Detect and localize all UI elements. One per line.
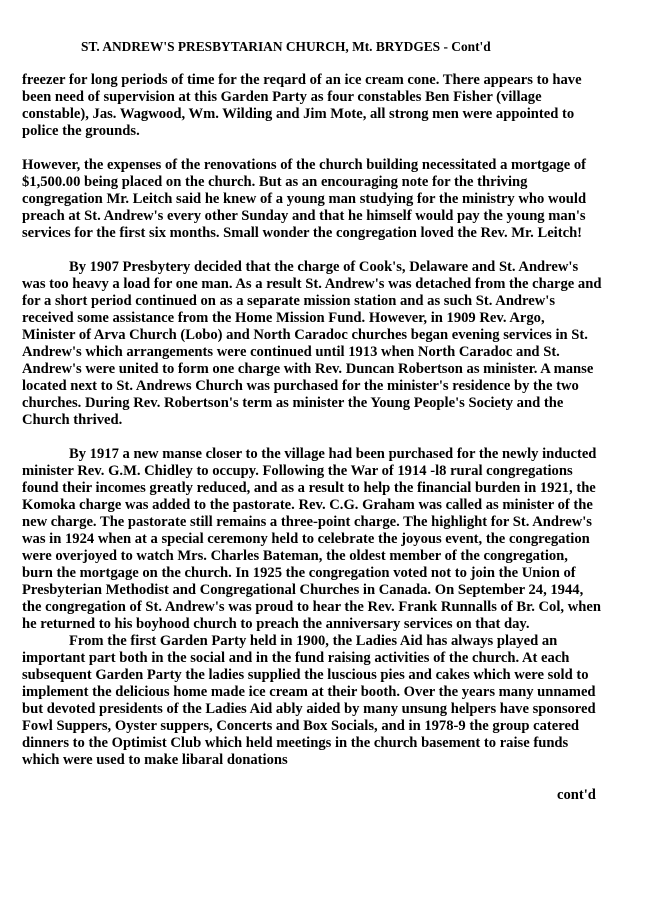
text-line: congregation Mr. Leitch said he knew of a young man studying for the ministry who would — [22, 191, 587, 207]
text-line: which were used to make libaral donations — [22, 752, 288, 768]
text-line: By 1917 a new manse closer to the village had been purchased for the newly inducted — [69, 446, 597, 462]
text-line: implement the delicious home made ice cream at their booth. Over the years many unnamed — [22, 684, 596, 700]
text-line: were overjoyed to watch Mrs. Charles Bateman, the oldest member of the congregation, — [22, 548, 568, 564]
text-line: police the grounds. — [22, 123, 140, 139]
paragraph — [22, 446, 638, 633]
text-line: found their incomes greatly reduced, and as a result to help the financial burden in 1921, the — [22, 480, 596, 496]
text-line: churches. During Rev. Robertson's term as minister the Young People's Society and the — [22, 395, 564, 411]
paragraph — [22, 157, 638, 242]
document-body — [22, 72, 638, 769]
text-line: minister Rev. G.M. Chidley to occupy. Following the War of 1914 -l8 rural congregations — [22, 463, 573, 479]
text-line: Andrew's which arrangements were continued until 1913 when North Caradoc and St. — [22, 344, 560, 360]
text-line: Fowl Suppers, Oyster suppers, Concerts and Box Socials, and in 1978-9 the group catered — [22, 718, 580, 734]
text-line: important part both in the social and in the fund raising activities of the church. At each — [22, 650, 570, 666]
text-line: was too heavy a load for one man. As a result St. Andrew's was detached from the charge and — [22, 276, 602, 292]
paragraph — [22, 259, 638, 429]
text-line: been need of supervision at this Garden Party as four constables Ben Fisher (village — [22, 89, 542, 105]
paragraph — [22, 633, 638, 769]
continued-label: cont'd — [557, 787, 596, 803]
text-line: subsequent Garden Party the ladies supplied the luscious pies and cakes which were sold to — [22, 667, 589, 683]
text-line: By 1907 Presbytery decided that the charge of Cook's, Delaware and St. Andrew's — [69, 259, 579, 275]
text-line: Church thrived. — [22, 412, 123, 428]
text-line: Komoka charge was added to the pastorate. Rev. C.G. Graham was called as minister of the — [22, 497, 593, 513]
text-line: the congregation of St. Andrew's was proud to hear the Rev. Frank Runnalls of Br. Col, when — [22, 599, 601, 615]
text-line: Andrew's were united to form one charge with Rev. Duncan Robertson as minister. A manse — [22, 361, 594, 377]
text-line: Presbyterian Methodist and Congregational Churches in Canada. On September 24, 1944, — [22, 582, 584, 598]
text-line: Minister of Arva Church (Lobo) and North Caradoc churches began evening services in St. — [22, 327, 588, 343]
text-line: $1,500.00 being placed on the church. But as an encouraging note for the thriving — [22, 174, 528, 190]
text-line: for a short period continued on as a separate mission station and as such St. Andrew's — [22, 293, 556, 309]
paragraph-spacer — [22, 429, 638, 446]
text-line: but devoted presidents of the Ladies Aid ably aided by many unsung helpers have sponsored — [22, 701, 596, 717]
text-line: However, the expenses of the renovations of the church building necessitated a mortgage of — [22, 157, 586, 173]
text-line: preach at St. Andrew's every other Sunday and that he himself would pay the young man's — [22, 208, 586, 224]
text-line: located next to St. Andrews Church was purchased for the minister's residence by the two — [22, 378, 579, 394]
text-line: new charge. The pastorate still remains a three-point charge. The highlight for St. Andrew's — [22, 514, 592, 530]
text-line: burn the mortgage on the church. In 1925 the congregation voted not to join the Union of — [22, 565, 576, 581]
text-line: was in 1924 when at a special ceremony held to celebrate the joyous event, the congregation — [22, 531, 590, 547]
paragraph — [22, 72, 638, 140]
text-line: services for the first six months. Small wonder the congregation loved the Rev. Mr. Leitch! — [22, 225, 583, 241]
text-line: constable), Jas. Wagwood, Wm. Wilding and Jim Mote, all strong men were appointed to — [22, 106, 575, 122]
text-line: he returned to his boyhood church to preach the anniversary services on that day. — [22, 616, 530, 632]
text-line: From the first Garden Party held in 1900, the Ladies Aid has always played an — [69, 633, 558, 649]
page-title: ST. ANDREW'S PRESBYTARIAN CHURCH, Mt. BRYDGES - Cont'd — [81, 39, 491, 54]
paragraph-spacer — [22, 140, 638, 157]
text-line: dinners to the Optimist Club which held meetings in the church basement to raise funds — [22, 735, 569, 751]
text-line: freezer for long periods of time for the reqard of an ice cream cone. There appears to have — [22, 72, 582, 88]
text-line: received some assistance from the Home Mission Fund. However, in 1909 Rev. Argo, — [22, 310, 545, 326]
paragraph-spacer — [22, 242, 638, 259]
